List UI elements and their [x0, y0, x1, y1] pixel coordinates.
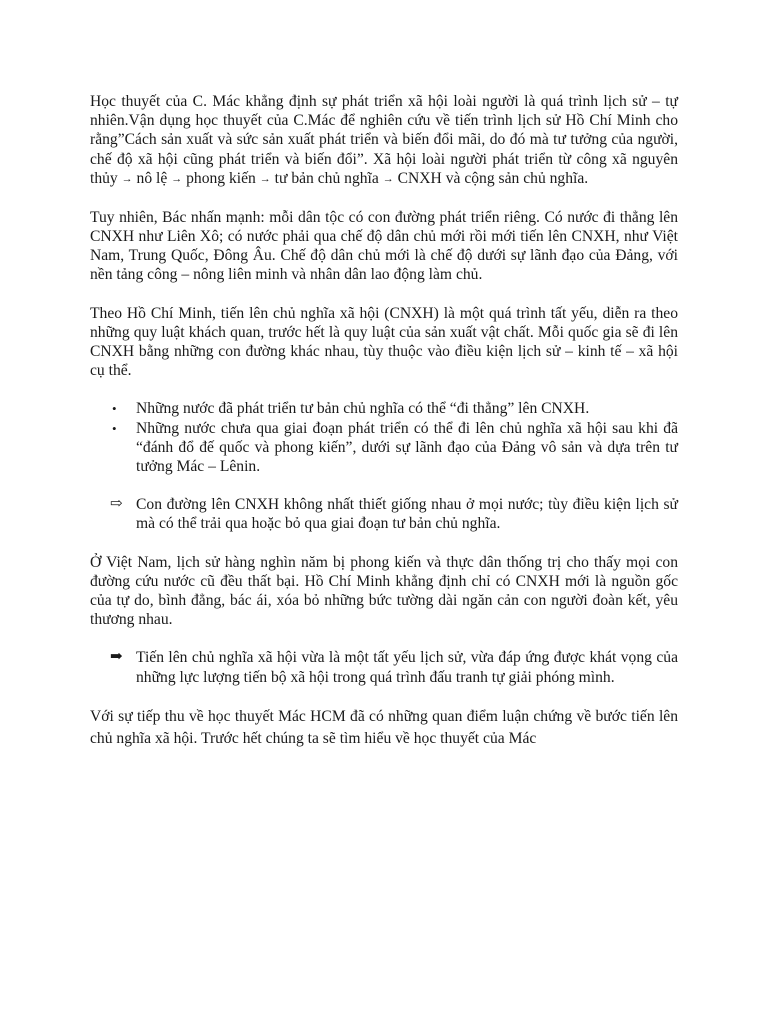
document-page [90, 92, 678, 750]
bullet-icon: • [112, 401, 117, 417]
stage-socialism: CNXH và cộng sản chủ nghĩa. [397, 169, 589, 187]
right-arrow-icon: → [382, 172, 394, 185]
paragraph-vietnam: Ở Việt Nam, lịch sử hàng nghìn năm bị phong kiến và thực dân thống trị cho thấy mọi con đường cứu nước cũ đều thất bại. Hồ Chí Minh khẳng định chỉ có CNXH mới là nguồn gốc của tự do, bình đẳng, bác ái, xóa bỏ những bức tường dài ngăn cản con người đoàn kết, yêu thương nhau. [90, 553, 678, 629]
conclusion-item [90, 495, 678, 533]
right-arrow-icon: → [121, 172, 133, 185]
right-arrow-icon: → [259, 172, 271, 185]
paragraph-paths: Tuy nhiên, Bác nhấn mạnh: mỗi dân tộc có con đường phát triển riêng. Có nước đi thẳng lên CNXH như Liên Xô; có nước phải qua chế độ dân chủ mới rồi mới tiến lên CNXH, như Việt Nam, Trung Quốc, Đông Âu. Chế độ dân chủ mới là chế độ dưới sự lãnh đạo của Đảng, với nền tảng công – nông liên minh và nhân dân lao động làm chủ. [90, 208, 678, 284]
list-item [90, 399, 678, 418]
list-item-text: Những nước chưa qua giai đoạn phát triển có thể đi lên chủ nghĩa xã hội sau khi đã “đánh đổ đế quốc và phong kiến”, dưới sự lãnh đạo của Đảng vô sản và dựa trên tư tưởng Mác – Lênin. [136, 419, 678, 476]
list-item-text: Những nước đã phát triển tư bản chủ nghĩa có thể “đi thẳng” lên CNXH. [136, 400, 590, 418]
bullet-icon: • [112, 420, 117, 436]
conclusion-text: Con đường lên CNXH không nhất thiết giống nhau ở mọi nước; tùy điều kiện lịch sử mà có thể trải qua hoặc bỏ qua giai đoạn tư bản chủ nghĩa. [136, 496, 678, 533]
bold-arrow-icon: ➡ [110, 649, 123, 666]
paragraph-ho-chi-minh: Theo Hồ Chí Minh, tiến lên chủ nghĩa xã hội (CNXH) là một quá trình tất yếu, diễn ra theo những quy luật khách quan, trước hết là quy luật của sản xuất vật chất. Mỗi quốc gia sẽ đi lên CNXH bằng những con đường khác nhau, tùy thuộc vào điều kiện lịch sử – kinh tế – xã hội cụ thể. [90, 304, 678, 380]
stage-slavery: nô lệ [136, 169, 168, 187]
paragraph-marx-theory [90, 92, 678, 189]
stage-feudalism: phong kiến [186, 169, 256, 187]
outline-arrow-icon: ⇨ [110, 496, 123, 513]
paragraph-text: Học thuyết của C. Mác khẳng định sự phát triển xã hội loài người là quá trình lịch sử – tự nhiên.Vận dụng học thuyết của C.Mác để nghiên cứu về tiến trình lịch sử Hồ Chí Minh cho rằng”Cách sản xuất và sức sản xuất phát triển và biến đổi mãi, do đó mà tư tưởng của người, chế độ xã hội cũng phát triển và biến đổi”. Xã hội loài người phát triển từ công xã nguyên thủy [90, 93, 678, 187]
list-item [90, 419, 678, 477]
conclusion-item [90, 648, 678, 686]
bullet-list [90, 399, 678, 476]
right-arrow-icon: → [171, 172, 183, 185]
paragraph-closing: Với sự tiếp thu về học thuyết Mác HCM đã có những quan điểm luận chứng về bước tiến lên chủ nghĩa xã hội. Trước hết chúng ta sẽ tìm hiểu về học thuyết của Mác [90, 707, 678, 747]
conclusion-text: Tiến lên chủ nghĩa xã hội vừa là một tất yếu lịch sử, vừa đáp ứng được khát vọng của những lực lượng tiến bộ xã hội trong quá trình đấu tranh tự giải phóng mình. [136, 649, 678, 686]
stage-capitalism: tư bản chủ nghĩa [274, 169, 379, 187]
